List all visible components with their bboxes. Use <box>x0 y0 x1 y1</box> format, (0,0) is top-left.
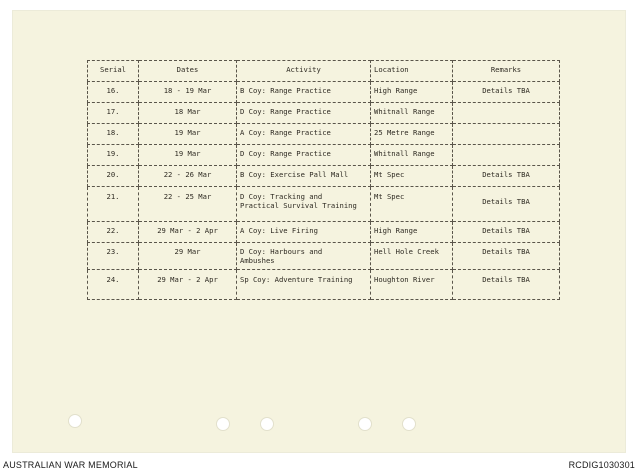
location-cell: High Range <box>371 222 453 243</box>
punch-hole <box>358 417 372 431</box>
table-row <box>88 103 560 124</box>
activity-cell: D Coy: Range Practice <box>237 145 371 166</box>
location-cell: Hell Hole Creek <box>371 243 453 270</box>
location-cell: Mt Spec <box>371 166 453 187</box>
location-cell: Whitnall Range <box>371 103 453 124</box>
column-header-dates: Dates <box>139 61 237 82</box>
punch-hole <box>216 417 230 431</box>
location-cell: Whitnall Range <box>371 145 453 166</box>
dates-cell: 29 Mar <box>139 243 237 270</box>
serial-cell: 16. <box>88 82 139 103</box>
remarks-cell: Details TBA <box>453 222 560 243</box>
remarks-cell <box>453 124 560 145</box>
activity-line: Ambushes <box>240 256 275 265</box>
location-cell: 25 Metre Range <box>371 124 453 145</box>
remarks-cell: Details TBA <box>453 243 560 270</box>
location-cell: High Range <box>371 82 453 103</box>
activity-cell <box>237 187 371 222</box>
remarks-cell <box>453 103 560 124</box>
table-row <box>88 166 560 187</box>
remarks-cell: Details TBA <box>453 166 560 187</box>
table-row <box>88 187 560 222</box>
activity-cell: B Coy: Exercise Pall Mall <box>237 166 371 187</box>
remarks-cell <box>453 145 560 166</box>
activity-cell: A Coy: Range Practice <box>237 124 371 145</box>
serial-cell: 20. <box>88 166 139 187</box>
remarks-text: Details TBA <box>482 197 530 206</box>
location-cell: Mt Spec <box>371 187 453 222</box>
table-header-row <box>88 61 560 82</box>
dates-cell: 19 Mar <box>139 124 237 145</box>
serial-cell: 21. <box>88 187 139 222</box>
serial-cell: 22. <box>88 222 139 243</box>
dates-cell: 19 Mar <box>139 145 237 166</box>
activity-cell: B Coy: Range Practice <box>237 82 371 103</box>
column-header-activity: Activity <box>237 61 371 82</box>
serial-cell: 24. <box>88 270 139 300</box>
remarks-cell: Details TBA <box>453 82 560 103</box>
column-header-location: Location <box>371 61 453 82</box>
dates-cell: 18 - 19 Mar <box>139 82 237 103</box>
table-row <box>88 82 560 103</box>
activity-cell: Sp Coy: Adventure Training <box>237 270 371 300</box>
activity-cell: D Coy: Range Practice <box>237 103 371 124</box>
table-row <box>88 222 560 243</box>
dates-cell: 22 - 26 Mar <box>139 166 237 187</box>
table-row <box>88 124 560 145</box>
serial-cell: 19. <box>88 145 139 166</box>
serial-cell: 17. <box>88 103 139 124</box>
table-row <box>88 270 560 300</box>
activity-schedule-table <box>87 60 560 300</box>
dates-cell: 22 - 25 Mar <box>139 187 237 222</box>
activity-line: Practical Survival Training <box>240 201 357 210</box>
location-cell: Houghton River <box>371 270 453 300</box>
punch-hole <box>402 417 416 431</box>
serial-cell: 18. <box>88 124 139 145</box>
remarks-cell: Details TBA <box>453 270 560 300</box>
column-header-remarks: Remarks <box>453 61 560 82</box>
activity-line: D Coy: Tracking and <box>240 192 323 201</box>
activity-cell <box>237 243 371 270</box>
column-header-serial: Serial <box>88 61 139 82</box>
punch-hole <box>260 417 274 431</box>
dates-cell: 29 Mar - 2 Apr <box>139 270 237 300</box>
archive-credit: AUSTRALIAN WAR MEMORIAL <box>3 460 138 470</box>
serial-cell: 23. <box>88 243 139 270</box>
remarks-cell <box>453 187 560 222</box>
dates-cell: 29 Mar - 2 Apr <box>139 222 237 243</box>
activity-cell: A Coy: Live Firing <box>237 222 371 243</box>
table-row <box>88 145 560 166</box>
punch-hole <box>68 414 82 428</box>
dates-cell: 18 Mar <box>139 103 237 124</box>
activity-line: D Coy: Harbours and <box>240 247 323 256</box>
document-id: RCDIG1030301 <box>568 460 635 470</box>
table-row <box>88 243 560 270</box>
